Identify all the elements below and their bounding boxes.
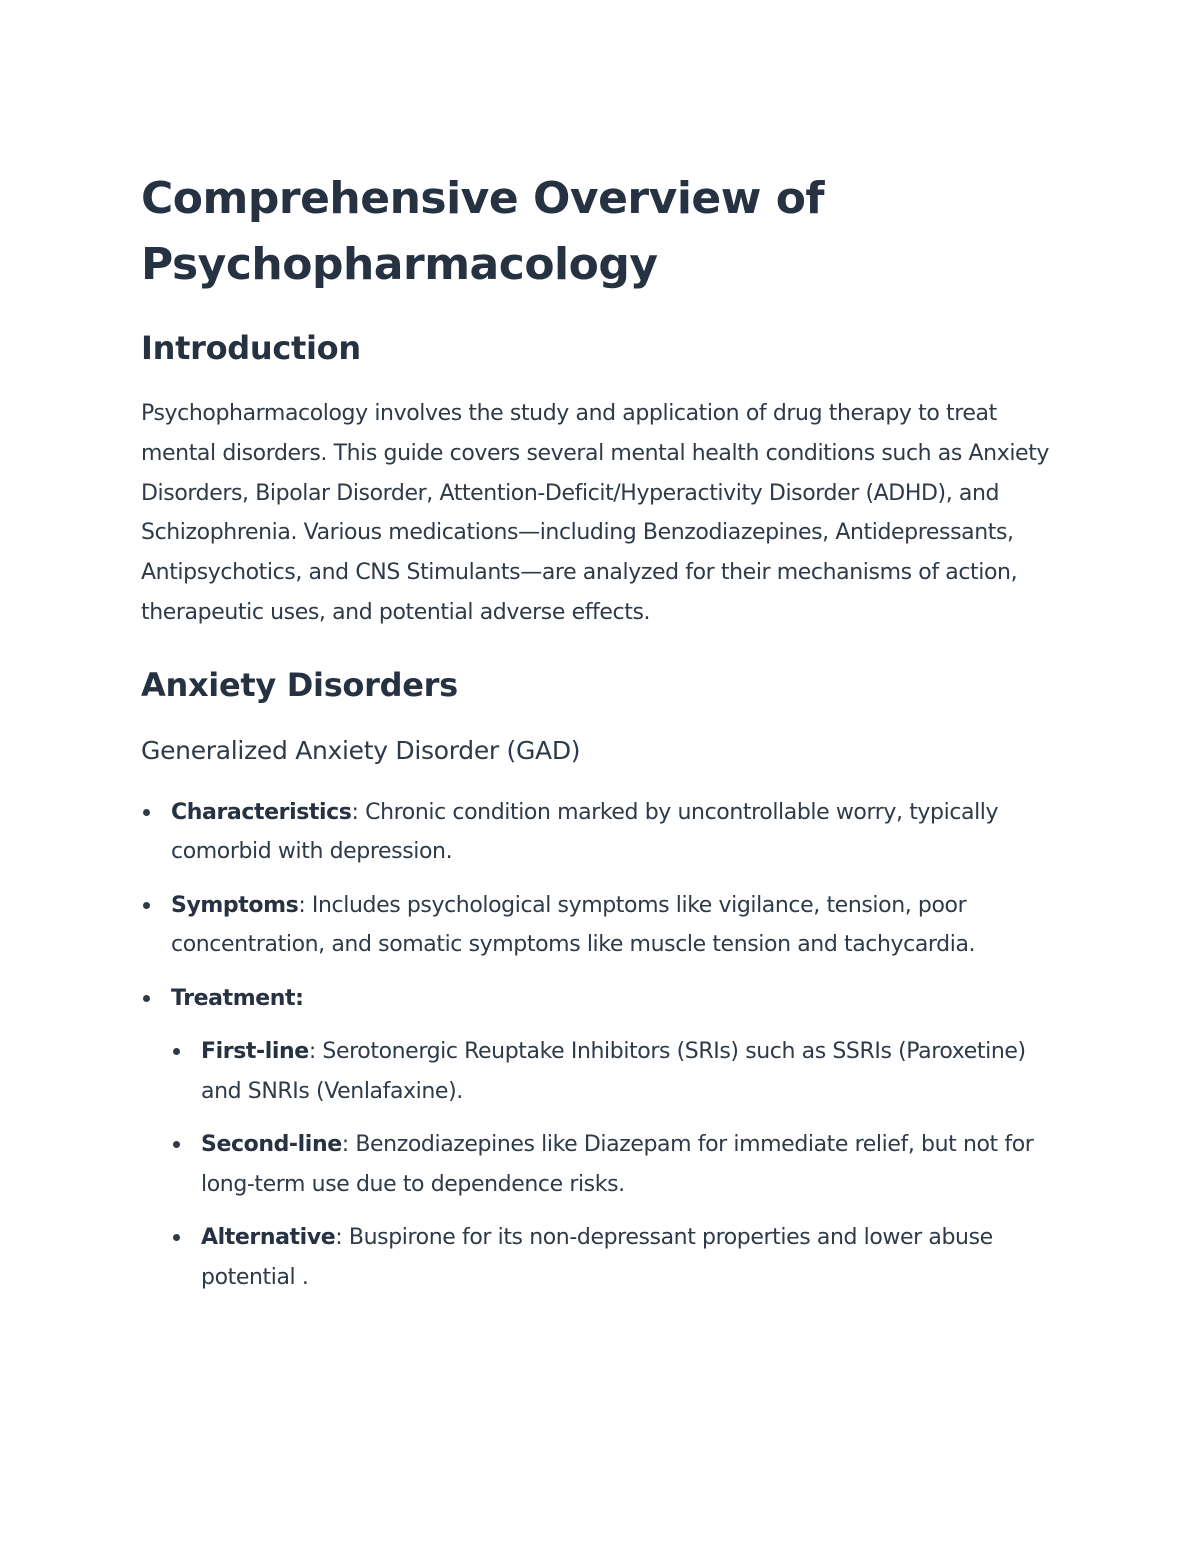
introduction-paragraph: Psychopharmacology involves the study and application of drug therapy to treat mental disorders. This guide covers several mental health conditions such as Anxiety Disorders, Bipolar Disorder, Attention-Deficit/Hyperactivity Disorder (ADHD), and Schizophrenia. Various medications—including Benzodiazepines, Antidepressants, Antipsychotics, and CNS Stimulants—are analyzed for their mechanisms of action, therapeutic uses, and potential adverse effects.	[141, 401, 1050, 625]
second-line-text: : Benzodiazepines like Diazepam for immediate relief, but not for long-term use due to dependence risks.	[201, 1132, 1034, 1197]
alternative-text: : Buspirone for its non-depressant properties and lower abuse potential .	[201, 1225, 993, 1290]
introduction-heading: Introduction	[141, 329, 361, 367]
symptoms-text: : Includes psychological symptoms like vigilance, tension, poor concentration, and somatic symptoms like muscle tension and tachycardia.	[171, 892, 976, 958]
treatment-label: Treatment	[171, 985, 296, 1011]
first-line-label: First-line	[201, 1039, 309, 1065]
bullet-icon	[143, 995, 150, 1002]
list-item-second-line	[171, 1125, 1061, 1204]
alternative-label: Alternative	[201, 1225, 336, 1251]
treatment-colon: :	[295, 985, 304, 1011]
characteristics-text: : Chronic condition marked by uncontrollable worry, typically comorbid with depression.	[171, 799, 999, 865]
characteristics-label: Characteristics	[171, 799, 352, 825]
bullet-icon	[143, 902, 150, 909]
bullet-icon	[173, 1234, 180, 1241]
list-item-characteristics	[141, 793, 1061, 872]
treatment-sublist	[171, 1032, 1061, 1297]
bullet-icon	[173, 1141, 180, 1148]
page-title: Comprehensive Overview of Psychopharmacology	[141, 173, 825, 290]
list-item-treatment	[141, 979, 1061, 1298]
list-item-symptoms	[141, 886, 1061, 965]
second-line-label: Second-line	[201, 1132, 342, 1158]
list-item-first-line	[171, 1032, 1061, 1111]
bullet-icon	[143, 809, 150, 816]
gad-list	[141, 793, 1061, 1298]
first-line-text: : Serotonergic Reuptake Inhibitors (SRIs) such as SSRIs (Paroxetine) and SNRIs (Venlafaxine).	[201, 1039, 1026, 1104]
symptoms-label: Symptoms	[171, 892, 299, 918]
bullet-icon	[173, 1048, 180, 1055]
list-item-alternative	[171, 1218, 1061, 1297]
anxiety-disorders-heading: Anxiety Disorders	[141, 665, 458, 704]
document-page	[141, 166, 1061, 1311]
gad-heading: Generalized Anxiety Disorder (GAD)	[141, 735, 581, 765]
